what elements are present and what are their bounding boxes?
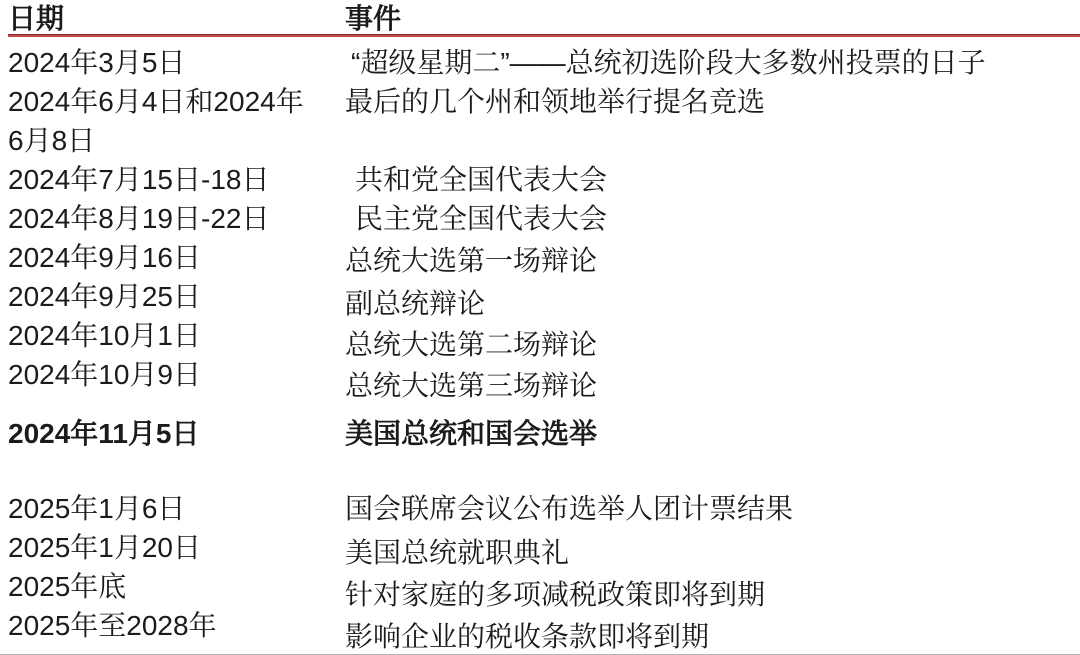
event-cell: 针对家庭的多项减税政策即将到期: [345, 579, 766, 610]
date-cell: 2024年10月1日: [8, 320, 202, 351]
date-cell: 2024年6月4日和2024年6月8日: [8, 86, 304, 156]
table-row-election-day: [8, 414, 1080, 453]
date-cell: 2024年7月15日-18日: [8, 164, 270, 195]
event-cell: 总统大选第一场辩论: [345, 245, 598, 276]
column-header-event: 事件: [345, 3, 402, 34]
event-cell: “超级星期二”——总统初选阶段大多数州投票的日子: [351, 47, 986, 78]
event-cell: 民主党全国代表大会: [355, 203, 608, 234]
event-cell: 总统大选第三场辩论: [345, 370, 598, 401]
event-cell: 国会联席会议公布选举人团计票结果: [345, 493, 794, 524]
date-cell: 2024年8月19日-22日: [8, 203, 270, 234]
date-cell: 2024年9月25日: [8, 281, 202, 312]
table-row: [8, 82, 1080, 160]
date-cell: 2024年9月16日: [8, 242, 202, 273]
column-header-date: 日期: [8, 3, 65, 34]
date-cell: 2024年10月9日: [8, 359, 202, 390]
event-cell: 共和党全国代表大会: [355, 164, 608, 195]
table-row: [8, 160, 1080, 199]
table-row: [8, 277, 1080, 319]
table-row: [8, 238, 1080, 277]
table-row: [8, 43, 1080, 82]
table-header-row: [8, 3, 1080, 34]
header-rule: [8, 34, 1080, 37]
event-cell: 美国总统和国会选举: [345, 418, 598, 449]
table-row: [8, 528, 1080, 567]
date-cell: 2025年底: [8, 571, 127, 602]
event-cell: 影响企业的税收条款即将到期: [345, 621, 710, 652]
table-row: [8, 199, 1080, 238]
event-cell: 美国总统就职典礼: [345, 537, 570, 568]
date-cell: 2025年1月20日: [8, 532, 202, 563]
date-cell: 2024年3月5日: [8, 47, 186, 78]
date-cell: 2024年11月5日: [8, 418, 200, 449]
event-cell: 最后的几个州和领地举行提名竞选: [345, 86, 766, 117]
date-cell: 2025年1月6日: [8, 493, 186, 524]
table-row: [8, 567, 1080, 610]
event-cell: 总统大选第二场辩论: [345, 329, 598, 360]
event-cell: 副总统辩论: [345, 288, 486, 319]
date-cell: 2025年至2028年: [8, 610, 217, 641]
table-row: [8, 489, 1080, 528]
table-body: [8, 43, 1080, 652]
